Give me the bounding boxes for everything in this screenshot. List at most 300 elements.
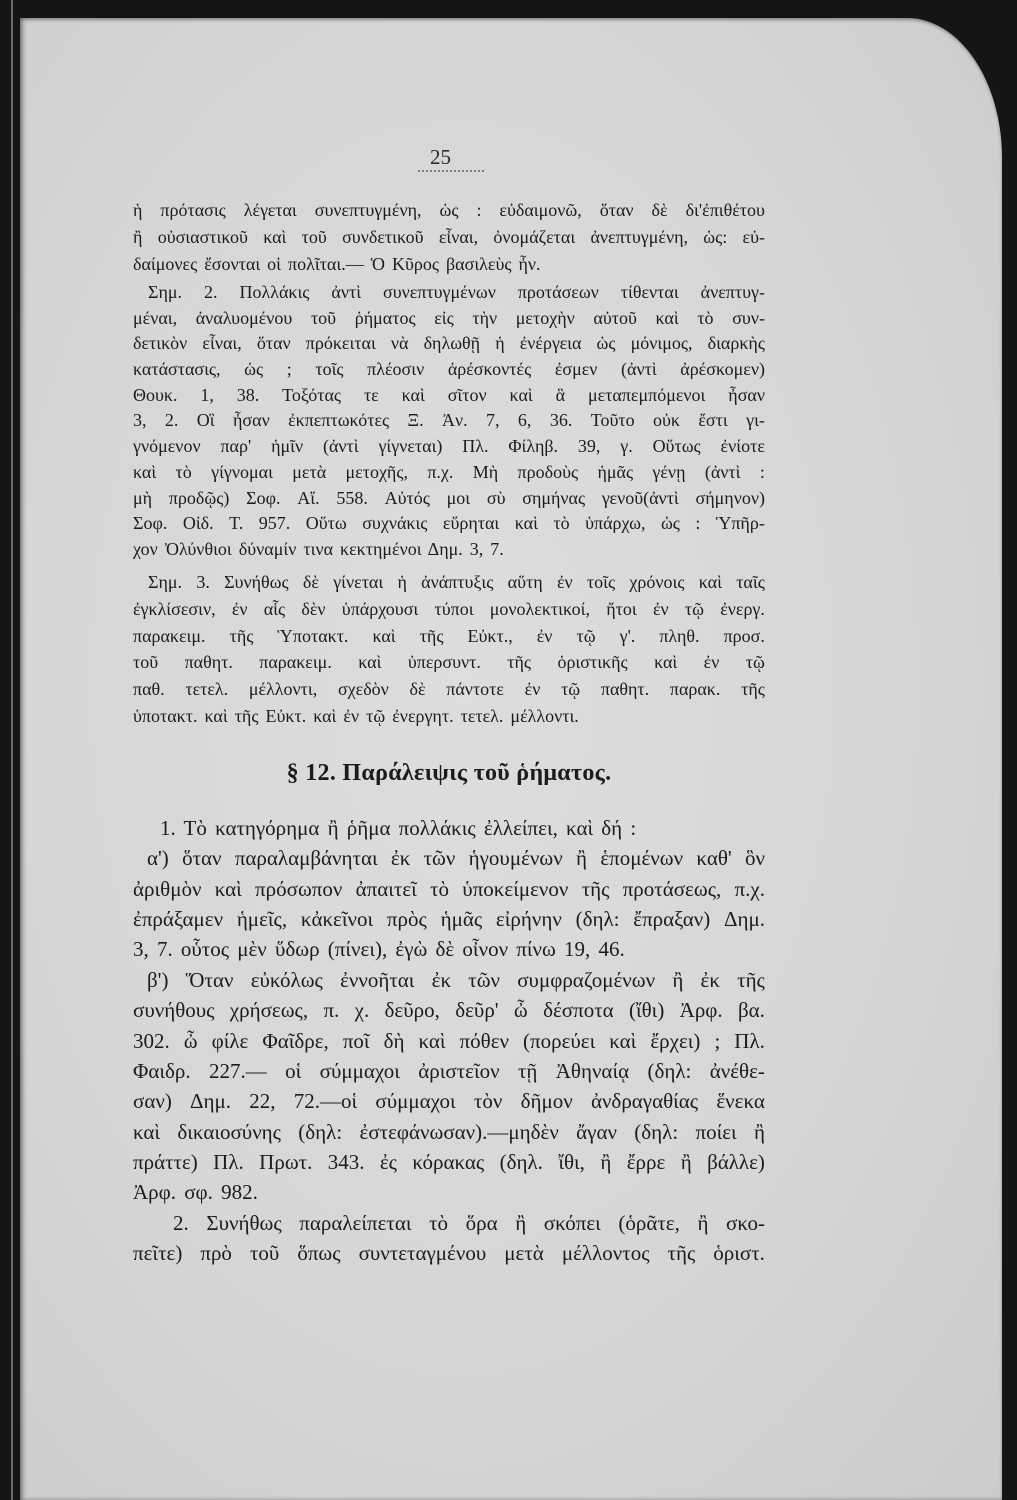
word: Ἀρφ. xyxy=(679,998,723,1023)
word: ὡς xyxy=(596,333,616,354)
word: ὅταν xyxy=(599,200,634,220)
word: ὁριστ. xyxy=(713,1241,765,1266)
word: τῶν xyxy=(423,846,456,871)
word: μετὰ xyxy=(292,461,327,482)
word: Δημ. xyxy=(724,907,765,932)
word: ὅπως xyxy=(297,1241,341,1266)
word: βα. xyxy=(738,998,765,1023)
word: ἐννοῆται xyxy=(340,967,415,992)
word: γ. xyxy=(620,436,633,457)
text-line xyxy=(133,434,765,460)
word: Αὐτός xyxy=(384,487,430,508)
word: ἡμᾶς xyxy=(440,907,483,932)
word: ἀριστεῖον xyxy=(418,1058,500,1083)
word: ῥήματος xyxy=(354,307,416,328)
word: ὃν xyxy=(744,846,765,871)
word: Συνήθως xyxy=(224,572,289,592)
word: μοι xyxy=(446,487,471,508)
word: 39, xyxy=(577,436,601,457)
word: συμφραζομένων xyxy=(517,967,656,992)
text-line xyxy=(133,676,765,703)
note-3-paragraph xyxy=(133,569,765,730)
word: 2. xyxy=(173,1210,189,1235)
word: δετικὸν xyxy=(133,333,188,354)
word: Οὕτως xyxy=(652,436,701,457)
word: ὑπάρχουσι xyxy=(341,598,419,619)
word: καὶ xyxy=(133,1119,161,1144)
word: δικαιοσύνης xyxy=(177,1119,281,1144)
word: μετοχὴν xyxy=(515,307,575,328)
word: πόθεν xyxy=(459,1028,510,1053)
word: χ. xyxy=(354,998,370,1023)
word: Ὅταν xyxy=(185,967,234,992)
word: 72.—οἱ xyxy=(293,1089,358,1114)
word: ἐσμεν xyxy=(554,359,598,380)
word: Οὕτω xyxy=(305,513,347,534)
word: εὕρηται xyxy=(442,513,500,534)
word: ἐς xyxy=(379,1149,397,1174)
word: ἀρέσκομεν) xyxy=(680,359,765,380)
word: ὡς xyxy=(660,513,680,534)
word: τὴν xyxy=(472,307,498,328)
scan-binding-edge xyxy=(11,0,13,1500)
word: παραλείπεται xyxy=(299,1210,412,1235)
note-2-paragraph xyxy=(133,280,765,563)
word: εἶναι, xyxy=(438,227,479,247)
word: μετοχῆς, xyxy=(345,461,408,482)
word: δεῦρ' xyxy=(455,998,499,1023)
word: τοῦ xyxy=(301,227,327,247)
word: ἐγκλίσεσιν, xyxy=(133,598,216,619)
text-line xyxy=(133,1208,765,1238)
word: ὡς xyxy=(439,200,459,220)
section-body xyxy=(133,813,765,1268)
word: ἡ xyxy=(495,333,505,354)
word: ; xyxy=(286,359,292,380)
word: (ἀντὶ xyxy=(704,461,741,482)
word: καὶ xyxy=(418,1028,446,1053)
word: 227.— xyxy=(209,1058,267,1083)
section-heading: § 12. Παράλειψις τοῦ ῥήματος. xyxy=(286,760,612,786)
text-line xyxy=(133,1238,765,1268)
word: τὸ xyxy=(553,513,570,534)
word: δι'ἐπιθέτου xyxy=(685,200,765,220)
word: ἃ xyxy=(555,384,566,405)
text-line xyxy=(133,649,765,676)
word: τὸ xyxy=(697,307,714,328)
word: τὸ xyxy=(175,461,192,482)
word: 2. xyxy=(164,410,179,431)
word: ἐν xyxy=(556,572,573,592)
word: ἀνέθε- xyxy=(709,1058,765,1083)
word: εἰς xyxy=(434,307,454,328)
word: Πλ. xyxy=(213,1149,244,1174)
text-line xyxy=(133,874,765,904)
text-line xyxy=(133,280,765,306)
word: ἡγουμένων xyxy=(468,846,563,871)
word: οὐκ xyxy=(653,410,680,431)
word: Σημ. xyxy=(148,572,183,592)
word: παρακειμ. xyxy=(259,652,332,673)
text-line xyxy=(133,1147,765,1177)
word: διαρκὴς xyxy=(707,333,765,354)
word: τὸν xyxy=(473,1089,503,1114)
text-line xyxy=(133,331,765,357)
text-line xyxy=(133,1026,765,1056)
word: προσ. xyxy=(723,625,765,646)
word: τῆς xyxy=(419,625,444,646)
word: αὕτη xyxy=(507,572,543,592)
page-number: 25 xyxy=(418,142,484,172)
word: σήμηνον) xyxy=(695,487,765,508)
word: ἦσαν xyxy=(233,410,270,431)
word: (ὁρᾶτε, xyxy=(618,1210,680,1235)
intro-paragraph xyxy=(133,197,765,278)
word: Σοφ. xyxy=(133,513,168,534)
word: εὐκόλως xyxy=(250,967,323,992)
word: καὶ xyxy=(698,572,722,592)
word: ἡμῖν xyxy=(271,436,304,457)
word: ἔστι xyxy=(698,410,728,431)
word: οἱ xyxy=(285,1058,302,1083)
word: τοῦ xyxy=(249,1241,280,1266)
text-line: χον Ὀλύνθιοι δύναμίν τινα κεκτημένοι Δημ. 3, 7. xyxy=(133,538,504,559)
word: καὶ xyxy=(401,384,425,405)
word: α') xyxy=(147,846,169,871)
word: (δηλ: xyxy=(634,1119,679,1144)
word: Ὑποτακτ. xyxy=(277,625,349,646)
word: γι- xyxy=(746,410,765,431)
word: τύποι xyxy=(434,598,474,619)
word: ἀριθμὸν xyxy=(133,876,202,901)
word: ἐν xyxy=(652,598,669,619)
word: (δηλ: xyxy=(575,907,620,932)
word: τίθενται xyxy=(620,282,679,302)
word: τοῦ xyxy=(133,652,159,673)
word: καὶ xyxy=(263,227,287,247)
word: μέλλοντι, xyxy=(248,679,318,700)
word: χρήσεως, xyxy=(229,998,309,1023)
word: μέναι, xyxy=(133,307,178,328)
word: ἤτοι xyxy=(606,598,637,619)
word: ὑποκείμενον xyxy=(462,876,569,901)
word: ἀπαιτεῖ xyxy=(355,876,417,901)
word: προτάσεως, xyxy=(622,876,722,901)
word: 1, xyxy=(200,384,214,405)
word: (δηλ: xyxy=(298,1119,343,1144)
word: γνόμενον xyxy=(133,436,201,457)
word: ἢ xyxy=(672,967,684,992)
word: αἷς xyxy=(263,598,286,619)
text-line xyxy=(133,904,765,934)
text-line: ὑποτακτ. καὶ τῆς Εὐκτ. καὶ ἐν τῷ ἐνεργητ. τετελ. μέλλοντι. xyxy=(133,705,579,726)
word: ἀνεπτυγμένη, xyxy=(590,227,689,247)
word: ἐκ xyxy=(700,967,720,992)
word: τοῖς xyxy=(586,572,616,592)
word: βάλλε) xyxy=(707,1149,765,1174)
word: πρὸς xyxy=(386,907,427,932)
word: σημήνας xyxy=(522,487,586,508)
word: τῶν xyxy=(468,967,501,992)
word: : xyxy=(476,200,482,220)
word: πληθ. xyxy=(659,625,700,646)
word: ἢ xyxy=(697,1210,709,1235)
word: κατάστασις, xyxy=(133,359,221,380)
text-line xyxy=(133,486,765,512)
word: συνήθους xyxy=(133,998,215,1023)
word: συνδετικοῦ xyxy=(342,227,424,247)
word: ἔρχει) xyxy=(650,1028,701,1053)
word: ἢ xyxy=(515,1210,527,1235)
word: παραλαμβάνηται xyxy=(234,846,378,871)
word: Θουκ. xyxy=(133,384,178,405)
word: καὶ xyxy=(655,307,679,328)
word: ὑπάρχω, xyxy=(585,513,646,534)
word: ἀνάπτυξις xyxy=(421,572,494,592)
word: καὶ xyxy=(214,876,242,901)
text-line xyxy=(133,569,765,596)
word: Ὑπῆρ- xyxy=(715,513,765,534)
word: τὸ xyxy=(430,876,450,901)
word: ἐνέργεια xyxy=(519,333,582,354)
word: Μὴ xyxy=(472,461,499,482)
word: (δηλ: xyxy=(647,1058,692,1083)
word: μεταπεμπόμενοι xyxy=(587,384,706,405)
word: π.χ. xyxy=(734,876,765,901)
word: Φίληβ. xyxy=(508,436,559,457)
word: ὦ xyxy=(513,998,528,1023)
text-line xyxy=(133,596,765,623)
word: δηλωθῇ xyxy=(423,333,481,354)
word: πρὸ xyxy=(200,1241,232,1266)
word: ἢ xyxy=(600,1149,612,1174)
word: Πλ. xyxy=(462,436,489,457)
text-line xyxy=(133,460,765,486)
word: αὐτοῦ xyxy=(593,307,637,328)
word: ὀνομάζεται xyxy=(493,227,576,247)
word: ἔρρε xyxy=(626,1149,666,1174)
word: τῆς xyxy=(737,967,765,992)
word: τοῦ xyxy=(310,307,337,328)
word: σύμμαχοι xyxy=(375,1089,456,1114)
word: λέγεται xyxy=(243,200,297,220)
word: καὶ xyxy=(133,461,157,482)
word: παθ. xyxy=(133,679,165,700)
word: εἶναι, xyxy=(202,333,242,354)
word: ἴθι, xyxy=(558,1149,585,1174)
text-line xyxy=(133,995,765,1025)
word: 6, xyxy=(517,410,532,431)
word: γίγνεται) xyxy=(378,436,443,457)
word: 36. xyxy=(549,410,573,431)
word: (δηλ. xyxy=(499,1149,543,1174)
word: προδῷς) xyxy=(168,487,230,508)
word: 22, xyxy=(249,1089,276,1114)
word: τοῖς xyxy=(315,359,344,380)
word: δῆμον xyxy=(520,1089,573,1114)
word: ἀνδραγαθίας xyxy=(590,1089,699,1114)
text-line: Ἀρφ. σφ. 982. xyxy=(133,1180,258,1205)
word: 302. xyxy=(133,1028,170,1053)
word: ὑπερσυντ. xyxy=(407,652,481,673)
word: 38. xyxy=(236,384,260,405)
text-line xyxy=(133,1056,765,1086)
word: κόρακας xyxy=(412,1149,485,1174)
word: Δημ. xyxy=(190,1089,232,1114)
word: πρόσωπον xyxy=(255,876,343,901)
word: τῆς xyxy=(229,625,254,646)
word: δὲ xyxy=(302,572,319,592)
word: πρόκειται xyxy=(305,333,376,354)
word: τετελ. xyxy=(185,679,229,700)
word: τῆς xyxy=(667,1241,696,1266)
word: σῖτον xyxy=(447,384,487,405)
word: (ἀντὶ xyxy=(621,359,657,380)
word: ὡς xyxy=(244,359,264,380)
word: Ἀν. xyxy=(442,410,468,431)
word: καὶ xyxy=(509,384,533,405)
text-line xyxy=(133,383,765,409)
word: συνεπτυγμένη, xyxy=(314,200,422,220)
word: π.χ. xyxy=(427,461,454,482)
word: τῆς xyxy=(581,876,610,901)
word: ἐν xyxy=(231,598,248,619)
word: παρακειμ. xyxy=(133,625,206,646)
word: τὸ xyxy=(429,1210,449,1235)
word: : xyxy=(759,461,765,482)
word: μὴ xyxy=(133,487,153,508)
word: (πορεύει xyxy=(523,1028,596,1053)
word: δὲ xyxy=(651,200,668,220)
text-line xyxy=(133,1086,765,1116)
word: Σημ. xyxy=(148,282,183,302)
word: μονολεκτικοί, xyxy=(489,598,591,619)
word: Ξ. xyxy=(407,410,424,431)
word: συνεπτυγμένων xyxy=(383,282,496,302)
word: ὅρα xyxy=(465,1210,498,1235)
word: ἢ xyxy=(754,1119,765,1144)
word: Εὐκτ., xyxy=(467,625,513,646)
word: πράττε) xyxy=(133,1149,198,1174)
word: ἐκπεπτωκότες xyxy=(288,410,390,431)
word: παθητ. xyxy=(184,652,233,673)
word: ἢ xyxy=(680,1149,692,1174)
word: ὅταν xyxy=(182,846,222,871)
word: ἀνεπτυγ- xyxy=(700,282,765,302)
word: β') xyxy=(147,967,169,992)
word: Αἴ. xyxy=(297,487,320,508)
word: ἐστεφάνωσαν).—μηδὲν xyxy=(359,1119,559,1144)
word: παρ' xyxy=(220,436,252,457)
word: τῷ xyxy=(561,679,581,700)
word: ὅταν xyxy=(256,333,291,354)
word: ἦσαν xyxy=(728,384,765,405)
word: τῷ xyxy=(745,652,765,673)
word: σκόπει xyxy=(543,1210,601,1235)
text-line xyxy=(133,408,765,434)
word: γίγνομαι xyxy=(211,461,273,482)
word: ἐκ xyxy=(431,967,452,992)
text-line: 3, 7. οὗτος μὲν ὕδωρ (πίνει), ἐγὼ δὲ οἶνον πίνω 19, 46. xyxy=(133,937,625,962)
word: εἰρήνην xyxy=(495,907,562,932)
word: ταῖς xyxy=(736,572,765,592)
word: ἢ xyxy=(133,227,143,247)
word: ἐν xyxy=(536,625,553,646)
word: 957. xyxy=(258,513,291,534)
word: Τοξότας xyxy=(282,384,342,405)
text-line xyxy=(133,965,765,995)
word: ; xyxy=(714,1028,721,1053)
word: Φαῖδρε, xyxy=(262,1028,329,1053)
word: ἀναλυομένου xyxy=(195,307,293,328)
word: ἐπράξαμεν xyxy=(133,907,224,932)
word: ἀρέσκοντές xyxy=(447,359,532,380)
word: μετὰ xyxy=(504,1241,544,1266)
word: τῷ xyxy=(684,598,704,619)
word: 3. xyxy=(196,572,210,592)
word: ἄγαν xyxy=(576,1119,617,1144)
word: συν- xyxy=(732,307,765,328)
word: πάντοτε xyxy=(446,679,504,700)
word: προδοὺς xyxy=(517,461,579,482)
word: (ἀντὶ xyxy=(322,436,359,457)
word: γένῃ xyxy=(652,461,686,482)
word: Τ. xyxy=(229,513,244,534)
word: Σοφ. xyxy=(246,487,281,508)
word: 2. xyxy=(204,282,218,302)
word: ἡ xyxy=(397,572,407,592)
word: πλέοσιν xyxy=(367,359,425,380)
word: τε xyxy=(363,384,379,405)
word: εὐ- xyxy=(742,227,765,247)
word: ἡ xyxy=(133,200,143,220)
word: Οἳ xyxy=(196,410,215,431)
word: οὐσιαστικοῦ xyxy=(157,227,248,247)
word: ἐκ xyxy=(390,846,411,871)
word: μόνιμος, xyxy=(630,333,693,354)
word: ὁριστικῆς xyxy=(557,652,628,673)
word: καὶ xyxy=(654,652,678,673)
word: σὺ xyxy=(486,487,506,508)
word: συχνάκις xyxy=(362,513,428,534)
word: εὐδαιμονῶ, xyxy=(499,200,582,220)
word: τῆς xyxy=(741,679,765,700)
word: Ἀθηναίᾳ xyxy=(555,1058,630,1083)
word: ἀντὶ xyxy=(331,282,362,302)
text-line xyxy=(133,197,765,224)
word: 7, xyxy=(486,410,500,431)
word: προτάσεων xyxy=(517,282,599,302)
text-line xyxy=(133,306,765,332)
text-line xyxy=(133,511,765,537)
word: δέσποτα xyxy=(543,998,614,1023)
word: ἐν xyxy=(703,652,720,673)
word: ὦ xyxy=(183,1028,198,1053)
word: ὡς: xyxy=(703,227,728,247)
word: ἢ xyxy=(576,846,588,871)
word: Φαιδρ. xyxy=(133,1058,191,1083)
word: γίνεται xyxy=(333,572,384,592)
word: γενοῦ(ἀντὶ xyxy=(601,487,679,508)
word: μέλλοντος xyxy=(561,1241,650,1266)
text-line xyxy=(133,623,765,650)
word: Τοῦτο xyxy=(590,410,635,431)
word: δὲ xyxy=(409,679,426,700)
word: νὰ xyxy=(390,333,409,354)
word: πεῖτε) xyxy=(133,1241,183,1266)
word: Πρωτ. xyxy=(259,1149,313,1174)
word: (ἴθι) xyxy=(628,998,665,1023)
